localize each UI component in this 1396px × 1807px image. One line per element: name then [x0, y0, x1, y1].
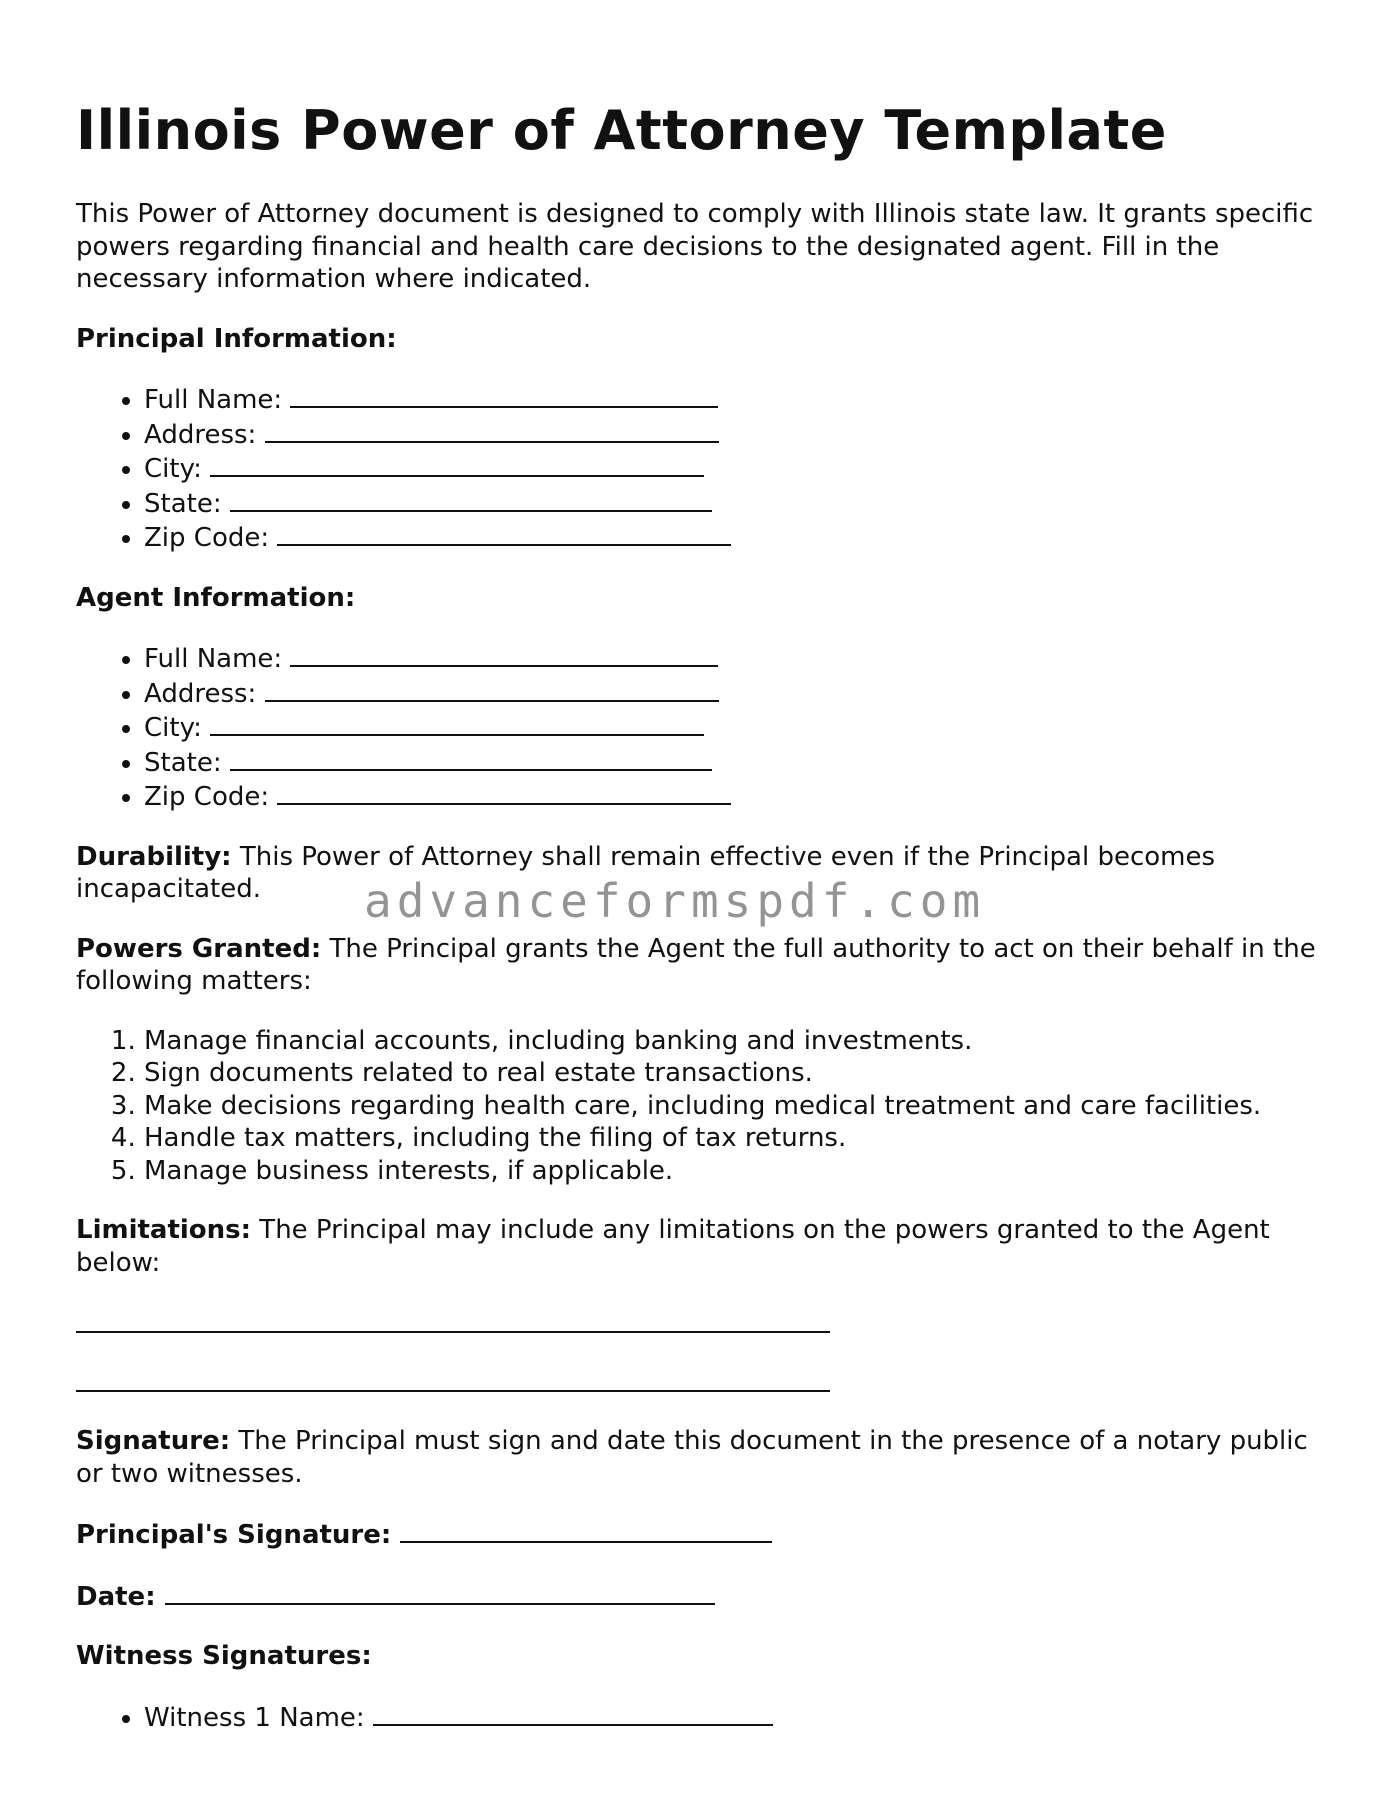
agent-state-field: • State: [144, 745, 1326, 780]
power-item: 1. Manage financial accounts, including banking and investments. [144, 1025, 1326, 1058]
page-title: Illinois Power of Attorney Template [76, 99, 1167, 162]
agent-state-blank[interactable] [230, 745, 712, 771]
powers-paragraph [76, 933, 1326, 998]
agent-address-field: • Address: [144, 676, 1326, 711]
durability-label: Durability: [76, 841, 232, 872]
limitations-paragraph [76, 1214, 1326, 1279]
agent-zip-field: • Zip Code: [144, 779, 1326, 814]
witness-1-name-blank[interactable] [373, 1700, 773, 1726]
agent-heading: Agent Information: [76, 582, 356, 613]
witness-1-name-field: • Witness 1 Name: [144, 1700, 1326, 1735]
agent-fields [76, 641, 1326, 814]
agent-city-field: • City: [144, 710, 1326, 745]
principal-full-name-blank[interactable] [290, 382, 718, 408]
power-item: 5. Manage business interests, if applicable. [144, 1155, 1326, 1188]
power-item: 2. Sign documents related to real estate transactions. [144, 1057, 1326, 1090]
document-page [76, 88, 1326, 1734]
witness-fields [76, 1700, 1326, 1735]
signature-text: The Principal must sign and date this document in the presence of a notary public or two witnesses. [76, 1426, 1308, 1489]
durability-text: This Power of Attorney shall remain effective even if the Principal becomes incapacitated. [76, 841, 1216, 904]
agent-city-blank[interactable] [210, 710, 704, 736]
limitations-line-1 [76, 1306, 1326, 1339]
principal-zip-field: • Zip Code: [144, 520, 1326, 555]
limitations-blank-2[interactable] [76, 1366, 830, 1392]
principal-state-blank[interactable] [230, 486, 712, 512]
limitations-text: The Principal may include any limitations on the powers granted to the Agent below: [76, 1215, 1270, 1278]
principal-zip-blank[interactable] [277, 520, 731, 546]
principal-signature-label: Principal's Signature: [76, 1520, 392, 1550]
powers-text: The Principal grants the Agent the full authority to act on their behalf in the following matters: [76, 933, 1316, 996]
power-item: 4. Handle tax matters, including the filing of tax returns. [144, 1122, 1326, 1155]
principal-fields [76, 382, 1326, 555]
limitations-label: Limitations: [76, 1215, 252, 1245]
powers-list [76, 1025, 1326, 1188]
principal-state-field: • State: [144, 486, 1326, 521]
principal-signature-line [76, 1517, 1326, 1552]
principal-address-blank[interactable] [265, 417, 719, 443]
date-label: Date: [76, 1581, 156, 1612]
principal-city-blank[interactable] [210, 451, 704, 477]
principal-address-field: • Address: [144, 417, 1326, 452]
durability-paragraph [76, 841, 1326, 906]
witness-heading: Witness Signatures: [76, 1641, 372, 1671]
date-blank[interactable] [165, 1579, 715, 1605]
date-line [76, 1579, 1326, 1614]
agent-full-name-blank[interactable] [290, 641, 718, 667]
power-item: 3. Make decisions regarding health care, including medical treatment and care facilities. [144, 1090, 1326, 1123]
watermark-text: advanceformspdf.com [364, 874, 986, 928]
signature-paragraph [76, 1425, 1326, 1490]
powers-label: Powers Granted: [76, 933, 322, 964]
agent-full-name-field: • Full Name: [144, 641, 1326, 676]
principal-city-field: • City: [144, 451, 1326, 486]
principal-signature-blank[interactable] [400, 1517, 772, 1543]
principal-heading: Principal Information: [76, 323, 397, 354]
signature-label: Signature: [76, 1426, 231, 1456]
principal-full-name-field: • Full Name: [144, 382, 1326, 417]
agent-address-blank[interactable] [265, 676, 719, 702]
intro-paragraph: This Power of Attorney document is designed to comply with Illinois state law. It grants specific powers regarding financial and health care decisions to the designated agent. Fill in the necessary information where indicated. [76, 199, 1314, 294]
agent-zip-blank[interactable] [277, 779, 731, 805]
limitations-blank-1[interactable] [76, 1307, 830, 1333]
limitations-line-2 [76, 1366, 1326, 1399]
